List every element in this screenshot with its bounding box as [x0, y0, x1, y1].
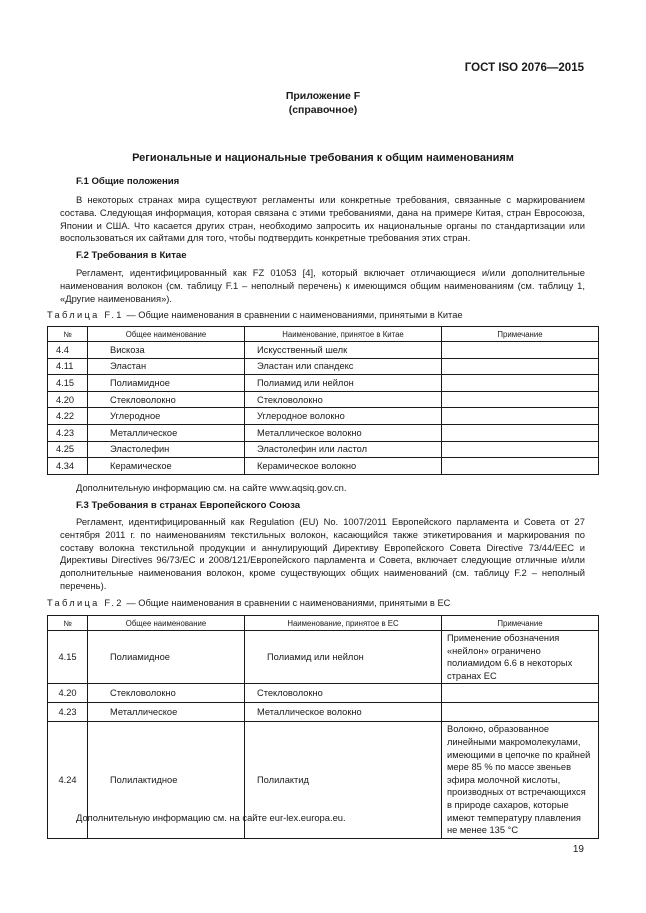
col-header-china-name: Наименование, принятое в Китае [245, 327, 442, 342]
cell-number: 4.34 [48, 458, 88, 475]
standard-code: ГОСТ ISO 2076—2015 [464, 62, 584, 74]
cell-note: Волокно, образованное линейными макромолекулами, имеющими в цепочке по крайней мере 85 % по массе звеньев эфира молочной кислоты, производных от встречающихся в природе сахаров, которые имеют температуру плавления не менее 135 °С [442, 722, 599, 838]
cell-number: 4.23 [48, 424, 88, 441]
section-f2-heading: F.2 Требования в Китае [76, 250, 187, 261]
cell-china-name: Стекловолокно [245, 391, 442, 408]
cell-number: 4.23 [48, 703, 88, 722]
table-f1-source-note: Дополнительную информацию см. на сайте www.aqsiq.gov.cn. [76, 482, 347, 493]
cell-generic-name: Полиамидное [88, 631, 245, 684]
section-f1-paragraph [60, 194, 585, 245]
section-f2-paragraph [60, 267, 585, 305]
section-f1-heading: F.1 Общие положения [76, 176, 180, 187]
section-f3-paragraph [60, 516, 585, 593]
table-f1 [47, 326, 599, 475]
cell-note [442, 424, 599, 441]
col-header-number: № [48, 327, 88, 342]
page-number: 19 [572, 844, 584, 855]
annex-title: Приложение F [285, 90, 361, 102]
cell-generic-name: Металлическое [88, 424, 245, 441]
table-f2-source-note: Дополнительную информацию см. на сайте eur-lex.europa.eu. [76, 812, 346, 823]
cell-number: 4.15 [48, 375, 88, 392]
section-f3-heading: F.3 Требования в странах Европейского Союза [76, 500, 301, 511]
cell-note [442, 441, 599, 458]
table-row [48, 342, 599, 359]
section-f1-text: В некоторых странах мира существуют регламенты или конкретные требования, связанные с маркированием состава. Следующая информация, которая связана с этими требованиями, дана на примере Китая, стран Евросоюза, Японии и США. Что касается других стран, необходимо запросить их национальные органы по стандартизации или воспользоваться их сайтами для того, чтобы подтвердить конкретные требования этих стран. [60, 194, 585, 244]
table-row [48, 424, 599, 441]
table-f2-caption-prefix: Таблица F.2 [47, 598, 124, 608]
cell-china-name: Углеродное волокно [245, 408, 442, 425]
cell-china-name: Эластан или спандекс [245, 358, 442, 375]
col-header-generic-name: Общее наименование [88, 327, 245, 342]
cell-generic-name: Эластолефин [88, 441, 245, 458]
cell-eu-name: Полиамид или нейлон [245, 631, 442, 684]
cell-note [442, 684, 599, 703]
cell-generic-name: Вискоза [88, 342, 245, 359]
cell-note [442, 458, 599, 475]
cell-generic-name: Полилактидное [88, 722, 245, 838]
cell-note [442, 342, 599, 359]
col-header-number: № [48, 616, 88, 631]
cell-generic-name: Эластан [88, 358, 245, 375]
table-row [48, 358, 599, 375]
table-header-row [48, 327, 599, 342]
cell-china-name: Керамическое волокно [245, 458, 442, 475]
cell-generic-name: Стекловолокно [88, 684, 245, 703]
table-f2-caption-text: — Общие наименования в сравнении с наименованиями, принятыми в ЕС [123, 598, 451, 608]
cell-number: 4.20 [48, 391, 88, 408]
cell-note [442, 375, 599, 392]
cell-number: 4.25 [48, 441, 88, 458]
cell-number: 4.24 [48, 722, 88, 838]
cell-china-name: Искусственный шелк [245, 342, 442, 359]
table-f1-caption-text: — Общие наименования в сравнении с наименованиями, принятыми в Китае [123, 310, 463, 320]
cell-eu-name: Стекловолокно [245, 684, 442, 703]
table-f2 [47, 615, 599, 839]
cell-generic-name: Углеродное [88, 408, 245, 425]
cell-number: 4.22 [48, 408, 88, 425]
cell-note [442, 358, 599, 375]
cell-generic-name: Керамическое [88, 458, 245, 475]
cell-china-name: Полиамид или нейлон [245, 375, 442, 392]
table-row [48, 408, 599, 425]
table-row [48, 391, 599, 408]
table-row [48, 631, 599, 684]
cell-china-name: Металлическое волокно [245, 424, 442, 441]
cell-number: 4.11 [48, 358, 88, 375]
col-header-note: Примечание [442, 327, 599, 342]
annex-type: (справочное) [288, 104, 358, 116]
table-f1-caption-prefix: Таблица F.1 [47, 310, 124, 320]
cell-number: 4.4 [48, 342, 88, 359]
cell-number: 4.20 [48, 684, 88, 703]
col-header-generic-name: Общее наименование [88, 616, 245, 631]
cell-generic-name: Стекловолокно [88, 391, 245, 408]
cell-generic-name: Металлическое [88, 703, 245, 722]
cell-eu-name: Металлическое волокно [245, 703, 442, 722]
col-header-eu-name: Наименование, принятое в ЕС [245, 616, 442, 631]
cell-china-name: Эластолефин или ластол [245, 441, 442, 458]
cell-note [442, 408, 599, 425]
cell-note [442, 391, 599, 408]
cell-note: Применение обозначения «нейлон» ограничено полиамидом 6.6 в некоторых странах ЕС [442, 631, 599, 684]
cell-note [442, 703, 599, 722]
cell-number: 4.15 [48, 631, 88, 684]
section-f3-text: Регламент, идентифицированный как Regulation (EU) No. 1007/2011 Европейского парламента и Совета от 27 сентября 2011 г. по наименованиям текстильных волокон, касающийся также этикетирования и маркирования по составу волокна текстильной продукции и аннулирующий Директиву Европейского Совета Directive 73/44/EEC и Директивы Directives 96/73/EC и 2008/121/Европейского парламента и Совета, включает следующие отличные и/или дополнительные наименования волокон, кроме существующих общих наименований (см. таблицу F.2 – неполный перечень). [60, 516, 585, 591]
table-header-row [48, 616, 599, 631]
cell-eu-name: Полилактид [245, 722, 442, 838]
cell-generic-name: Полиамидное [88, 375, 245, 392]
table-row [48, 441, 599, 458]
table-row [48, 703, 599, 722]
table-f1-caption [47, 310, 463, 320]
col-header-note: Примечание [442, 616, 599, 631]
table-row [48, 375, 599, 392]
section-f2-text: Регламент, идентифицированный как FZ 01053 [4], который включает отличающиеся и/или дополнительные наименования волокон (см. таблицу F.1 – неполный перечень) к имеющимся общим наименованиям (см. таблицу 1, «Другие наименования»). [60, 267, 585, 304]
table-f2-caption [47, 598, 450, 608]
table-row [48, 458, 599, 475]
table-row [48, 684, 599, 703]
main-title: Региональные и национальные требования к общим наименованиям [132, 152, 514, 164]
